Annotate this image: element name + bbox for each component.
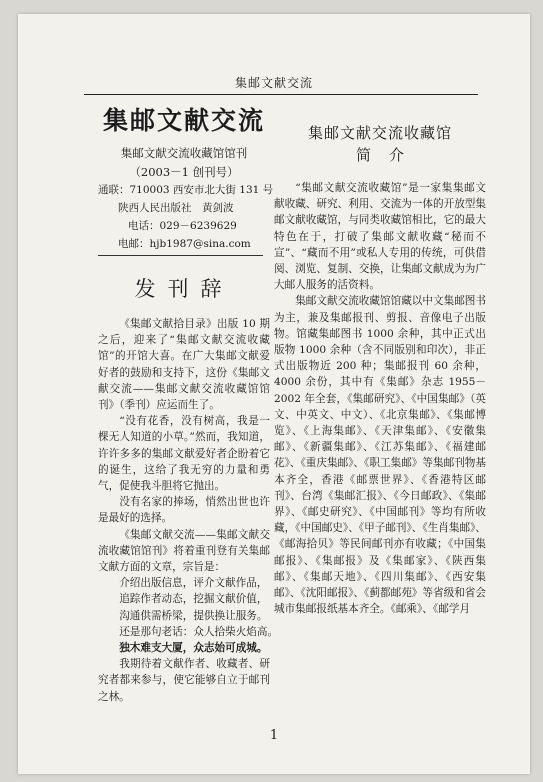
- paragraph: “没有花香，没有树高，我是一棵无人知道的小草。”然而，我知道，许许多多的集邮文献爱好者企盼着它的诞生，这给了我无穷的力量和勇气，促使我斗胆将它抛出。: [98, 415, 270, 493]
- bold-line: 独木难支大厦，众志始可成城。: [119, 642, 268, 655]
- document-page: [18, 14, 530, 774]
- masthead-title: 集邮文献交流: [102, 106, 265, 135]
- running-head: 集邮文献交流: [234, 76, 313, 90]
- masthead-publisher: 陕西人民出版社 黄剑波: [118, 202, 234, 214]
- masthead-address: 通联：710003 西安市北大街 131 号: [98, 184, 274, 196]
- page-number: 1: [269, 728, 279, 743]
- left-column: [98, 102, 279, 705]
- header-rule: [84, 94, 478, 95]
- right-column: [274, 102, 486, 617]
- paragraph: 《集邮文献拾目录》出版 10 期之后，迎来了“集邮文献交流收藏馆”的开馆大喜。在广大集邮文献爱好者的鼓励和支持下，这份《集邮文献交流——集邮文献交流收藏馆馆刊》（季刊）应运而生了。: [98, 318, 270, 412]
- masthead-phone: 电话：029－6239629: [128, 220, 237, 232]
- paragraph: 没有名家的捧场，悄然出世也许是最好的选择。: [98, 496, 270, 525]
- masthead-subtitle: 集邮文献交流收藏馆馆刊: [120, 146, 248, 160]
- purpose-line: 介绍出版信息，评介文献作品，: [119, 577, 268, 590]
- paragraph: “集邮文献交流收藏馆”是一家集集邮文献收藏、研究、利用、交流为一体的开放型集邮文献收藏馆，与同类收藏馆相比，它的最大特色在于，打破了集邮文献收藏“秘而不宣”、“藏而不用”或私人专用的传统，可供借阅、浏览、复制、交换，让集邮文献成为为广大邮人服务的活资料。: [274, 182, 486, 292]
- purpose-line: 追踪作者动态，挖掘文献价值，: [119, 593, 268, 606]
- paragraph: 我期待着文献作者、收藏者、研究者都来参与，使它能够自立于邮刊之林。: [98, 658, 270, 703]
- masthead-rule: [98, 255, 263, 256]
- paragraph: 集邮文献交流收藏馆馆藏以中文集邮图书为主，兼及集邮报刊、剪报、音像电子出版物。馆藏集邮图书 1000 余种，其中正式出版物 1000 余种（含不同版别和印次），非正式出版物近 200 种；集邮报刊 60 余种，4000 余份，其中有《集邮》杂志 1955－2002 年全套，《集邮研究》、《中国集邮》（英文、中英文、中文）、《北京集邮》、《集邮博览》、《上海集邮》、《天津集邮》、《安徽集邮》、《新疆集邮》、《江苏集邮》、《福建邮花》、《重庆集邮》、《职工集邮》等集邮刊物基本齐全，香港《邮票世界》、《香港特区邮刊》、台湾《集邮汇报》、《今日邮政》、《集邮界》、《邮史研究》、《中国邮刊》等均有所收藏，《中国邮史》、《甲子邮刊》、《生肖集邮》、《邮海拾贝》等民间邮刊亦有收藏；《中国集邮报》、《集邮报》及《集邮家》、《陕西集邮》、《集邮天地》、《四川集邮》、《西安集邮》、《沈阳邮报》、《蓟都邮苑》等省级和省会城市集邮报纸基本齐全。《邮乘》、《邮学月: [274, 295, 486, 616]
- masthead-issue: （2003－1 创刊号）: [129, 165, 239, 179]
- intro-title: 集邮文献交流收藏馆: [307, 124, 452, 142]
- purpose-line: 沟通供需桥梁，提供换让服务。: [119, 609, 268, 622]
- section-title: 发刊辞: [134, 277, 234, 301]
- masthead-email: 电邮：hjb1987@sina.com: [118, 238, 251, 250]
- paragraph: 《集邮文献交流——集邮文献交流收藏馆馆刊》将着重刊登有关集邮文献方面的文章，宗旨是：: [98, 528, 270, 574]
- intro-subtitle: 简介: [355, 146, 422, 164]
- purpose-line: 还是那句老话：众人拾柴火焰高。: [119, 625, 279, 638]
